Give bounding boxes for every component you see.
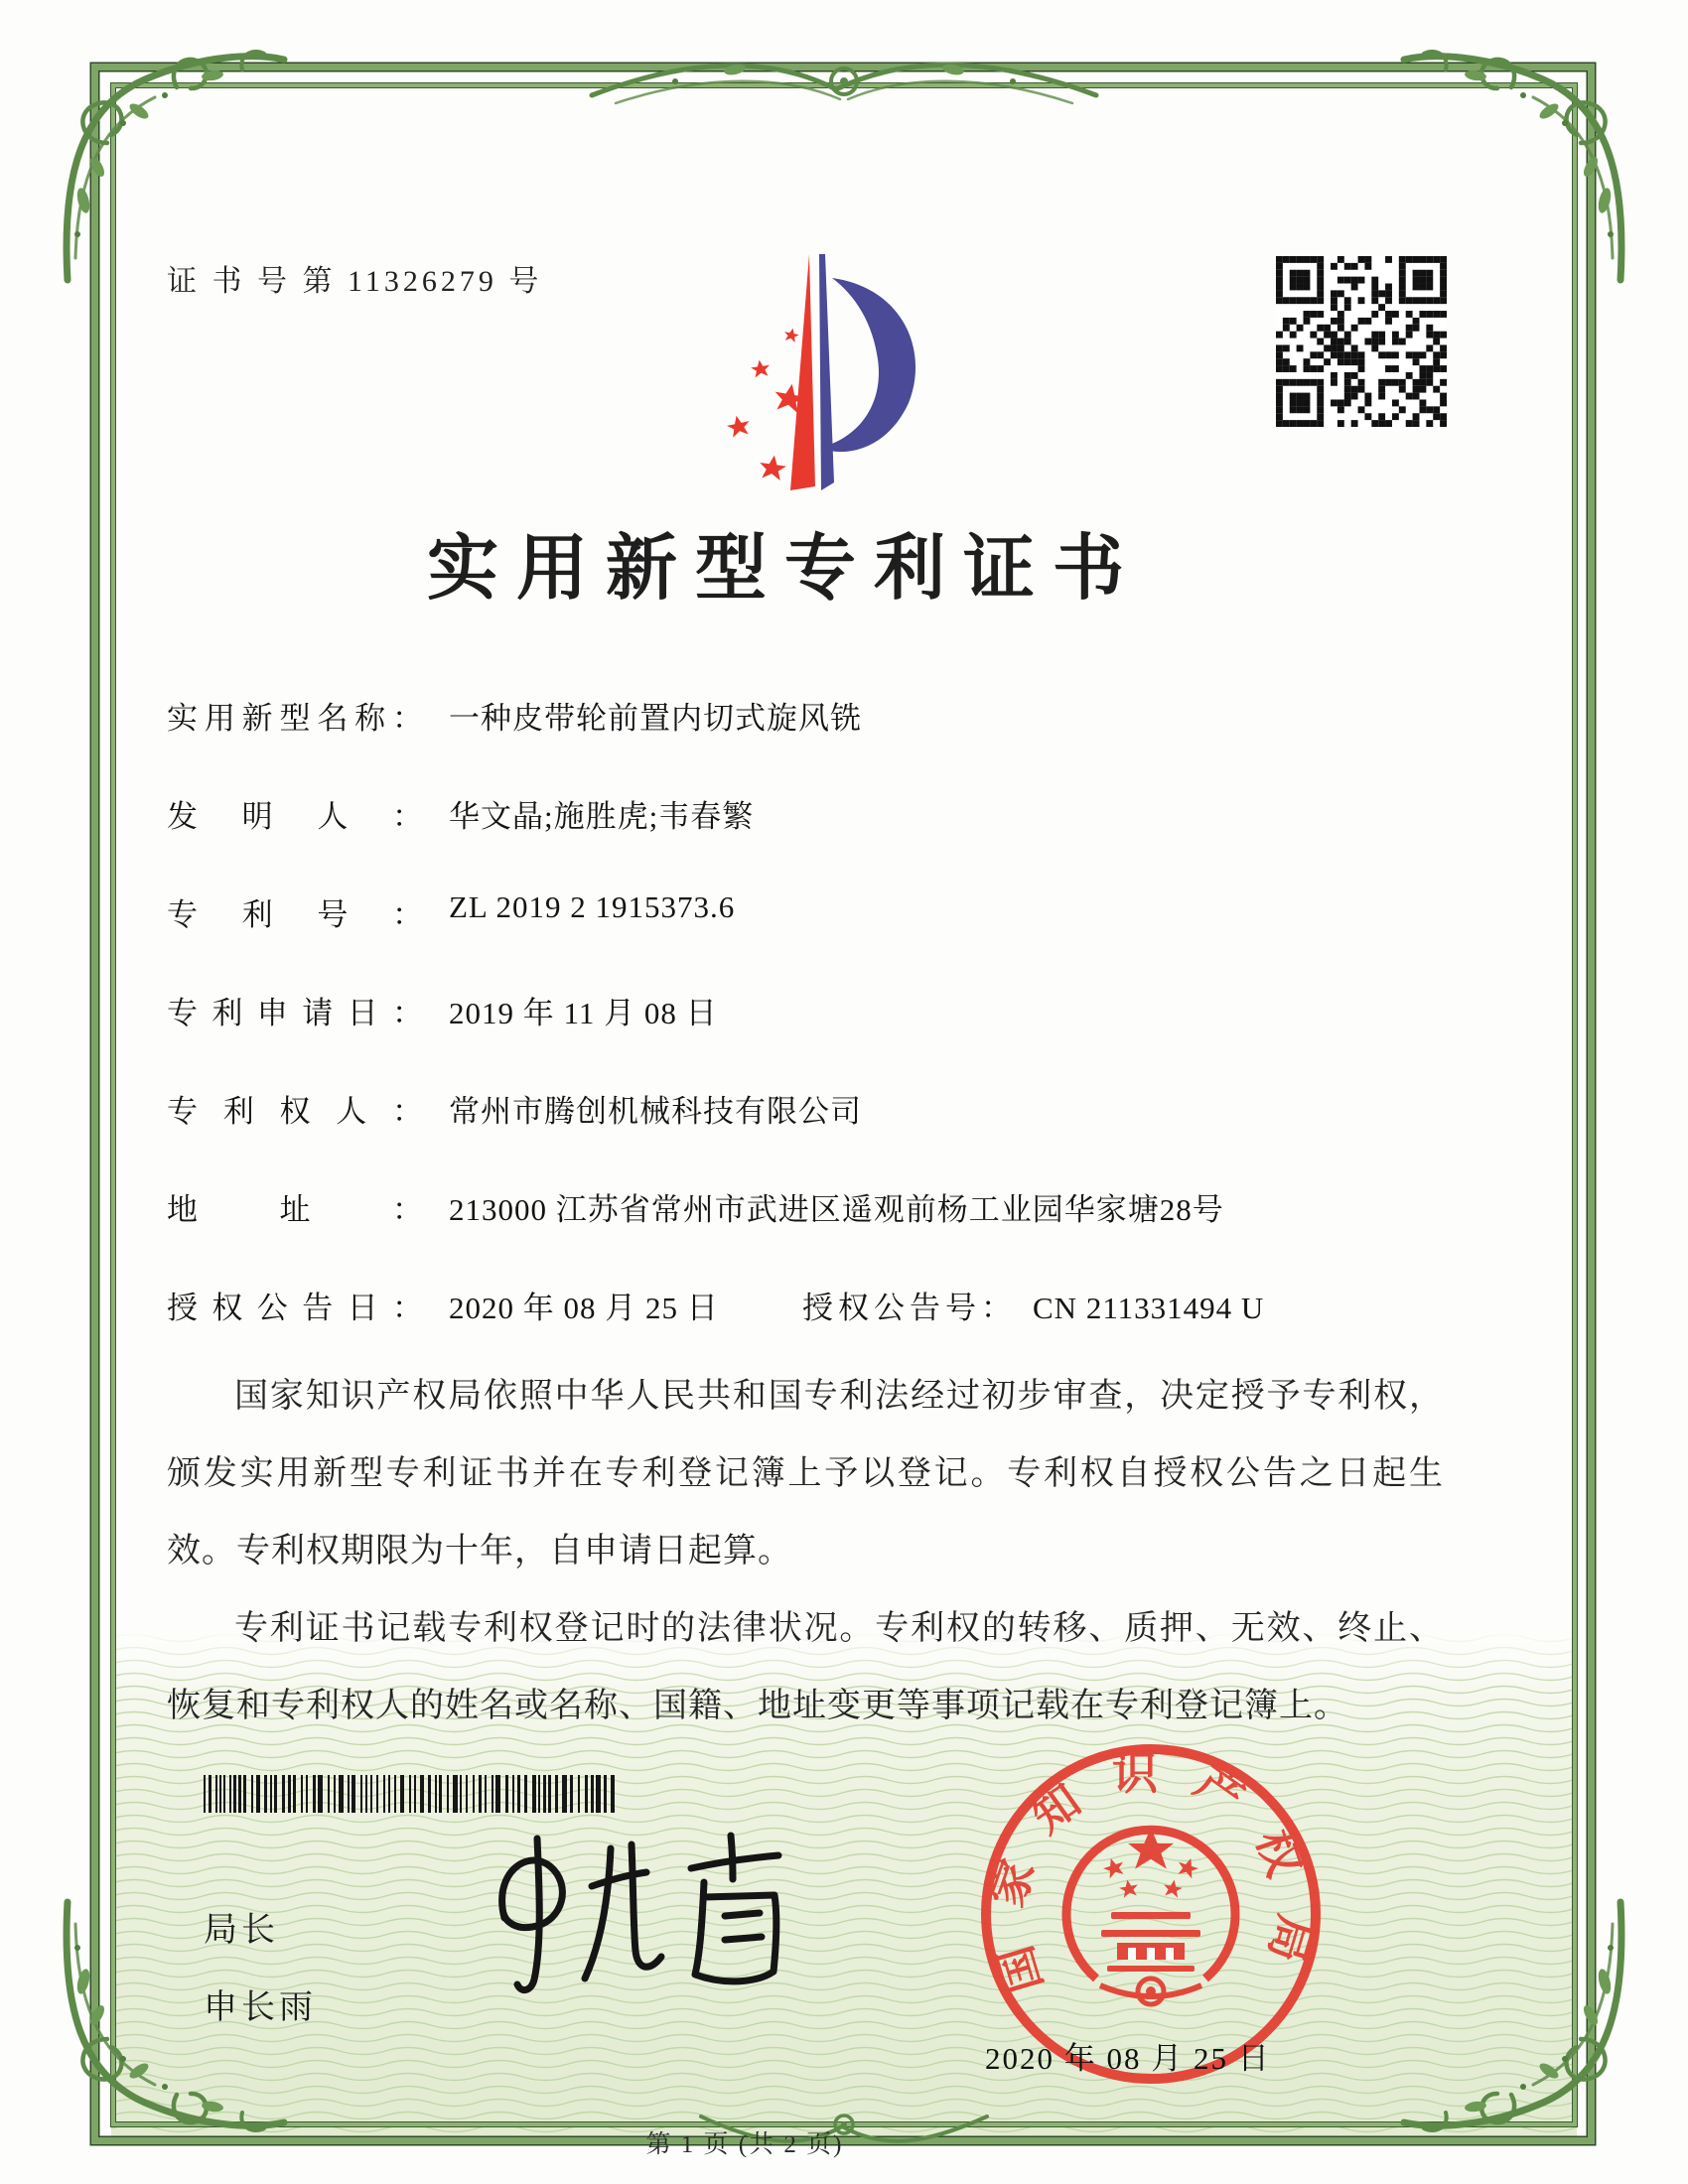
field-value: ZL 2019 2 1915373.6 bbox=[449, 889, 736, 924]
page-footer: 第 1 页 (共 2 页) bbox=[645, 2131, 844, 2158]
field-row-name bbox=[167, 693, 862, 738]
field-value: 华文晶;施胜虎;韦春繁 bbox=[449, 799, 755, 834]
field-row-inventors bbox=[167, 791, 754, 836]
field-label: 实用新型名称： bbox=[167, 701, 423, 736]
field-row-address bbox=[167, 1184, 1224, 1229]
commissioner-signature bbox=[475, 1823, 792, 2001]
field-row-filing-date bbox=[167, 988, 718, 1032]
legal-text-block bbox=[167, 1358, 1444, 1745]
field-label: 专利申请日： bbox=[167, 996, 423, 1030]
grant-announcement bbox=[802, 1283, 1264, 1327]
seal-agency-text: 国家知识产权局 bbox=[980, 1748, 1322, 1998]
legal-paragraph-1: 国家知识产权局依照中华人民共和国专利法经过初步审查，决定授予专利权，颁发实用新型专利证书并在专利登记簿上予以登记。专利权自授权公告之日起生效。专利权期限为十年，自申请日起算。 bbox=[167, 1378, 1444, 1570]
cnipa-logo bbox=[673, 242, 931, 502]
field-value: 常州市腾创机械科技有限公司 bbox=[449, 1094, 862, 1129]
field-label: 专利权人： bbox=[167, 1094, 423, 1129]
field-label: 发明人： bbox=[167, 799, 423, 834]
field-value: CN 211331494 U bbox=[1033, 1291, 1265, 1325]
field-value: 213000 江苏省常州市武进区遥观前杨工业园华家塘28号 bbox=[449, 1192, 1224, 1227]
corner-flourish-top-left bbox=[54, 46, 292, 284]
commissioner-title: 局长 bbox=[204, 1912, 279, 1949]
commissioner-name: 申长雨 bbox=[204, 1989, 317, 2026]
corner-flourish-top-right bbox=[1396, 46, 1634, 284]
qr-code bbox=[1276, 256, 1447, 427]
field-label: 地址： bbox=[167, 1192, 423, 1227]
field-value: 2019 年 11 月 08 日 bbox=[449, 996, 718, 1030]
field-row-patent-number bbox=[167, 889, 735, 934]
field-row-patentee bbox=[167, 1086, 862, 1131]
certificate-number: 证 书 号 第 11326279 号 bbox=[167, 265, 543, 298]
seal-date: 2020 年 08 月 25 日 bbox=[985, 2041, 1271, 2076]
field-label: 授权公告号： bbox=[802, 1291, 1017, 1325]
field-value: 2020 年 08 月 25 日 bbox=[449, 1291, 719, 1325]
field-row-grant-date bbox=[167, 1283, 1458, 1327]
document-title: 实用新型专利证书 bbox=[426, 529, 1142, 609]
legal-paragraph-2: 专利证书记载专利权登记时的法律状况。专利权的转移、质押、无效、终止、恢复和专利权人的姓名或名称、国籍、地址变更等事项记载在专利登记簿上。 bbox=[167, 1610, 1444, 1724]
top-garland-ornament bbox=[586, 34, 1102, 125]
corner-flourish-bottom-right bbox=[1396, 1898, 1634, 2136]
field-label: 授权公告日： bbox=[167, 1291, 423, 1325]
field-value: 一种皮带轮前置内切式旋风铣 bbox=[449, 701, 862, 736]
field-label: 专利号： bbox=[167, 897, 423, 932]
barcode bbox=[204, 1775, 621, 1813]
